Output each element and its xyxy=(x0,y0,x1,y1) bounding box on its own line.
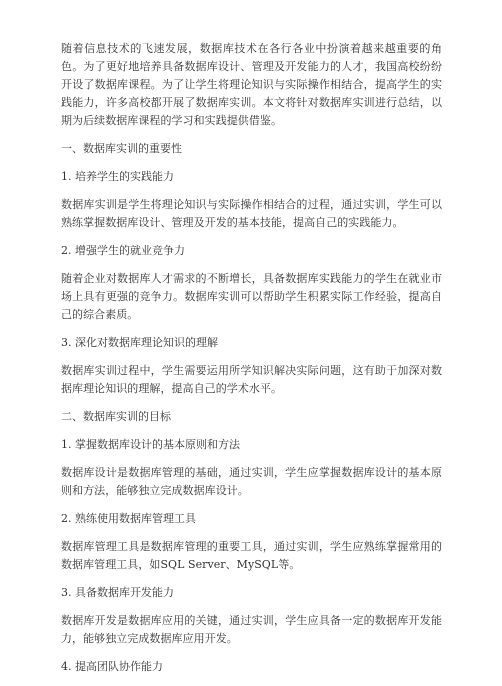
section-2-item-1-body: 数据库设计是数据库管理的基础，通过实训，学生应掌握数据库设计的基本原则和方法，能够独立完成数据库设计。 xyxy=(61,466,442,497)
section-2-title: 二、数据库实训的目标 xyxy=(61,410,171,423)
section-1-item-2-body: 随着企业对数据库人才需求的不断增长，具备数据库实践能力的学生在就业市场上具有更强的竞争力。数据库实训可以帮助学生积累实际工作经验，提高自己的综合素质。 xyxy=(61,272,442,321)
section-2-item-2-heading: 2. 熟练使用数据库管理工具 xyxy=(61,512,196,525)
section-2-item-3-heading: 3. 具备数据库开发能力 xyxy=(61,586,174,599)
section-2-item-1-heading: 1. 掌握数据库设计的基本原则和方法 xyxy=(61,438,240,451)
section-1-item-3-heading: 3. 深化对数据库理论知识的理解 xyxy=(61,336,218,349)
section-1-item-3-body: 数据库实训过程中，学生需要运用所学知识解决实际问题，这有助于加深对数据库理论知识的理解，提高自己的学术水平。 xyxy=(61,364,442,395)
section-2-item-2-body: 数据库管理工具是数据库管理的重要工具，通过实训，学生应熟练掌握常用的数据库管理工具，如SQL Server、MySQL等。 xyxy=(61,540,442,571)
section-2-item-3-body: 数据库开发是数据库应用的关键，通过实训，学生应具备一定的数据库开发能力，能够独立完成数据库应用开发。 xyxy=(61,614,442,645)
document-page xyxy=(61,40,442,686)
section-1-item-1-body: 数据库实训是学生将理论知识与实际操作相结合的过程，通过实训，学生可以熟练掌握数据库设计、管理及开发的基本技能，提高自己的实践能力。 xyxy=(61,198,442,229)
section-1-title: 一、数据库实训的重要性 xyxy=(61,142,182,155)
section-1-item-1-heading: 1. 培养学生的实践能力 xyxy=(61,170,174,183)
section-2-item-4-heading: 4. 提高团队协作能力 xyxy=(61,660,163,673)
section-1-item-2-heading: 2. 增强学生的就业竞争力 xyxy=(61,244,185,257)
intro-paragraph: 随着信息技术的飞速发展，数据库技术在各行各业中扮演着越来越重要的角色。为了更好地培养具备数据库设计、管理及开发能力的人才，我国高校纷纷开设了数据库课程。为了让学生将理论知识与实际操作相结合，提高学生的实践能力，许多高校都开展了数据库实训。本文将针对数据库实训进行总结，以期为后续数据库课程的学习和实践提供借鉴。 xyxy=(61,42,442,127)
